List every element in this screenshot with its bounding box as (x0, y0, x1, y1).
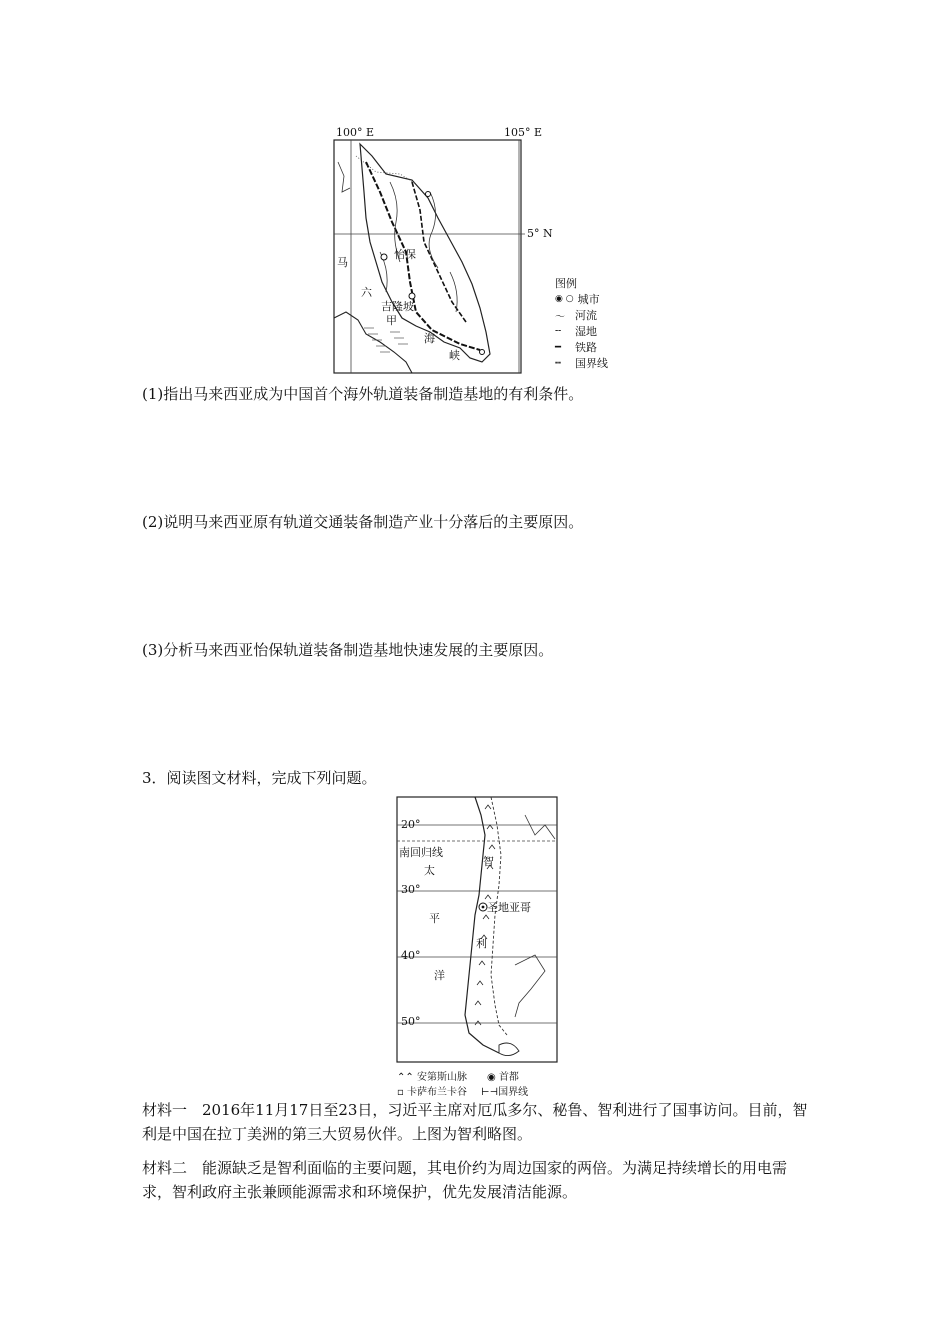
wetland-symbol-icon: ╌ (555, 325, 562, 337)
legend-andes: ⌃⌃ 安第斯山脉 (397, 1072, 467, 1083)
legend-wetland-row: ╌ 湿地 (555, 325, 597, 338)
lon-100-label: 100° E (336, 126, 375, 139)
legend-border-row: ┅ 国界线 (555, 357, 608, 370)
andes-symbol-icon: ⌃⌃ (397, 1072, 414, 1083)
ocean-char-2: 平 (429, 912, 440, 925)
question-heading-3: 3．阅读图文材料，完成下列问题。 (142, 769, 377, 787)
map1-legend (555, 275, 645, 371)
border-symbol-icon: ┅ (555, 357, 562, 369)
material-2: 材料二 能源缺乏是智利面临的主要问题，其电价约为周边国家的两倍。为满足持续增长的用电需求，智利政府主张兼顾能源需求和环境保护，优先发展清洁能源。 (142, 1159, 788, 1201)
river-symbol-icon: 〜 (555, 311, 565, 323)
canyon-symbol-icon: ▫ (397, 1087, 404, 1098)
ipoh-city-marker (381, 254, 387, 260)
lon-105-label: 105° E (504, 126, 543, 139)
question-3: (3)分析马来西亚怡保轨道装备制造基地快速发展的主要原因。 (142, 641, 554, 659)
railway-symbol-icon: ━ (555, 341, 562, 353)
legend-border: ⊢⊣国界线 (480, 1087, 529, 1098)
question-2: (2)说明马来西亚原有轨道交通装备制造产业十分落后的主要原因。 (142, 513, 584, 531)
legend-row-2 (397, 1083, 577, 1098)
city-kuala-lumpur-label: 吉隆坡 (381, 300, 414, 313)
sea-char-1: 马 (337, 256, 348, 269)
capital-symbol-icon: ◉ (486, 1072, 496, 1083)
lat-5-label: 5° N (527, 227, 553, 240)
country-char-2: 利 (476, 937, 487, 950)
ocean-char-1: 太 (424, 864, 435, 877)
legend-city-row: ◉ ○ 城市 (555, 293, 600, 306)
sea-char-2: 六 (361, 286, 372, 299)
lat-20-label: 20° (401, 818, 421, 831)
question-1: (1)指出马来西亚成为中国首个海外轨道装备制造基地的有利条件。 (142, 385, 584, 403)
city-symbol-icon: ◉ ○ (555, 294, 574, 304)
legend-row-1 (397, 1068, 577, 1083)
sea-char-3: 甲 (386, 314, 397, 327)
capital-label: 圣地亚哥 (487, 901, 531, 914)
material-1: 材料一 2016年11月17日至23日，习近平主席对厄瓜多尔、秘鲁、智利进行了国事访问。目前，智利是中国在拉丁美洲的第三大贸易伙伴。上图为智利略图。 (142, 1101, 808, 1143)
lat-30-label: 30° (401, 883, 421, 896)
legend-title: 图例 (555, 277, 577, 290)
sea-char-5: 峡 (449, 349, 460, 362)
legend-river-row: 〜 河流 (555, 309, 597, 323)
map2-legend (397, 1068, 577, 1098)
country-char-1: 智 (483, 855, 494, 868)
tropic-label: 南回归线 (399, 846, 443, 859)
border-symbol-icon-2: ⊢⊣ (480, 1087, 499, 1098)
city-ipoh-label: 怡保 (394, 248, 416, 261)
legend-canyon: ▫ 卡萨布兰卡谷 (397, 1087, 467, 1098)
legend-railway-row: ━ 铁路 (555, 341, 597, 354)
ocean-char-3: 洋 (434, 969, 445, 982)
lat-50-label: 50° (401, 1015, 421, 1028)
legend-capital: ◉ 首都 (486, 1072, 519, 1083)
lat-40-label: 40° (401, 949, 421, 962)
sea-char-4: 海 (424, 332, 435, 345)
